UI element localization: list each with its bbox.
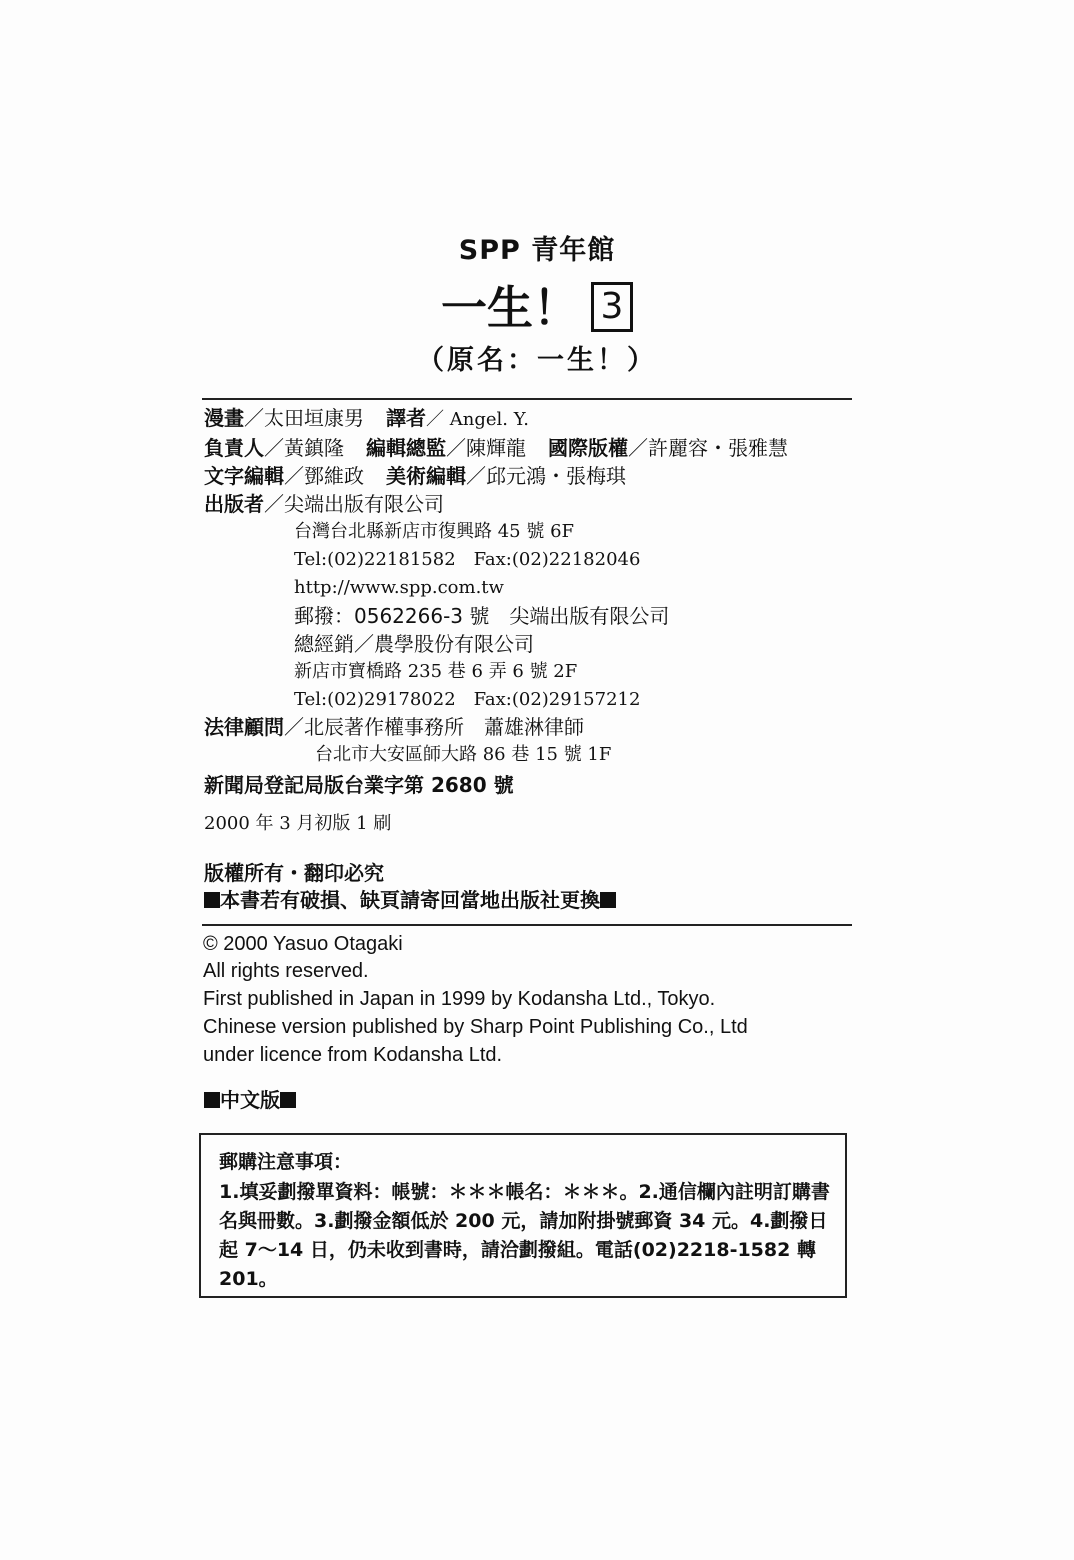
book-title-row <box>0 272 1074 338</box>
square-bullet-icon <box>600 892 616 908</box>
translator-label: 譯者 <box>386 406 426 430</box>
responsible-label: 負責人 <box>204 436 264 460</box>
artist-label: 漫畫 <box>204 406 244 430</box>
distributor: 總經銷／農學股份有限公司 <box>294 632 534 656</box>
publisher-tel-fax: Tel:(02)22181582 Fax:(02)22182046 <box>294 549 641 570</box>
middle-divider <box>202 924 852 926</box>
translator: ／ Angel. Y. <box>426 409 529 430</box>
credits-line-4 <box>204 490 444 518</box>
publisher: ／尖端出版有限公司 <box>264 492 444 516</box>
credits-line-3 <box>204 462 626 490</box>
mail-order-title: 郵購注意事項： <box>219 1151 353 1173</box>
mail-order-notice-box <box>199 1133 847 1298</box>
art-editor-label: 美術編輯 <box>386 464 466 488</box>
text-editor-label: 文字編輯 <box>204 464 284 488</box>
english-licence: under licence from Kodansha Ltd. <box>203 1044 503 1066</box>
distributor-tel-fax: Tel:(02)29178022 Fax:(02)29157212 <box>294 689 641 710</box>
top-divider <box>202 398 852 400</box>
publisher-address: 台灣台北縣新店市復興路 45 號 6F <box>294 521 575 542</box>
chief-editor: ／陳輝龍 <box>446 436 526 460</box>
chinese-edition-text: 中文版 <box>220 1088 280 1112</box>
replacement-text: 本書若有破損、缺頁請寄回當地出版社更換 <box>220 888 600 912</box>
legal-label: 法律顧問 <box>204 715 284 739</box>
original-title: （原名：一生！） <box>417 345 657 376</box>
english-rights: All rights reserved. <box>203 960 369 982</box>
edition-info: 2000 年 3 月初版 1 刷 <box>204 813 392 834</box>
credits-line-2 <box>204 434 788 462</box>
artist: ／太田垣康男 <box>244 406 364 430</box>
volume-number: 3 <box>591 282 633 332</box>
distributor-address: 新店市寶橋路 235 巷 6 弄 6 號 2F <box>294 661 578 682</box>
english-copyright: © 2000 Yasuo Otagaki <box>203 933 403 955</box>
replacement-notice <box>204 884 616 913</box>
copyright-notice-cn: 版權所有・翻印必究 <box>204 861 384 885</box>
postal-account: 郵撥：0562266-3 號 尖端出版有限公司 <box>294 604 670 628</box>
publisher-label: 出版者 <box>204 492 264 516</box>
legal-address: 台北市大安區師大路 86 巷 15 號 1F <box>315 744 612 765</box>
art-editor: ／邱元鴻・張梅琪 <box>466 464 626 488</box>
registration-number: 新聞局登記局版台業字第 2680 號 <box>204 773 514 797</box>
publisher-website: http://www.spp.com.tw <box>294 577 504 598</box>
english-first-published: First published in Japan in 1999 by Kodansha Ltd., Tokyo. <box>203 988 716 1010</box>
english-chinese-version: Chinese version published by Sharp Point Publishing Co., Ltd <box>203 1016 748 1038</box>
responsible: ／黃鎮隆 <box>264 436 344 460</box>
legal-counsel: ／北辰著作權事務所 蕭雄淋律師 <box>284 715 584 739</box>
rights: ／許麗容・張雅慧 <box>628 436 788 460</box>
series-name: SPP 青年館 <box>458 235 616 266</box>
square-bullet-icon <box>280 1092 296 1108</box>
square-bullet-icon <box>204 1092 220 1108</box>
legal-line <box>204 713 584 741</box>
rights-label: 國際版權 <box>548 436 628 460</box>
chief-editor-label: 編輯總監 <box>366 436 446 460</box>
book-title: 一生！ <box>441 281 579 335</box>
square-bullet-icon <box>204 892 220 908</box>
credits-line-1 <box>204 404 529 434</box>
chinese-edition-label <box>204 1084 296 1113</box>
mail-order-body: 1.填妥劃撥單資料：帳號：＊＊＊帳名：＊＊＊。2.通信欄內註明訂購書名與冊數。3.劃撥金額低於 200 元，請加附掛號郵資 34 元。4.劃撥日起 7～14 日，仍未收到書時，請洽劃撥組。電話(02)2218-1582 轉 201。 <box>219 1181 830 1290</box>
text-editor: ／鄧維政 <box>284 464 364 488</box>
